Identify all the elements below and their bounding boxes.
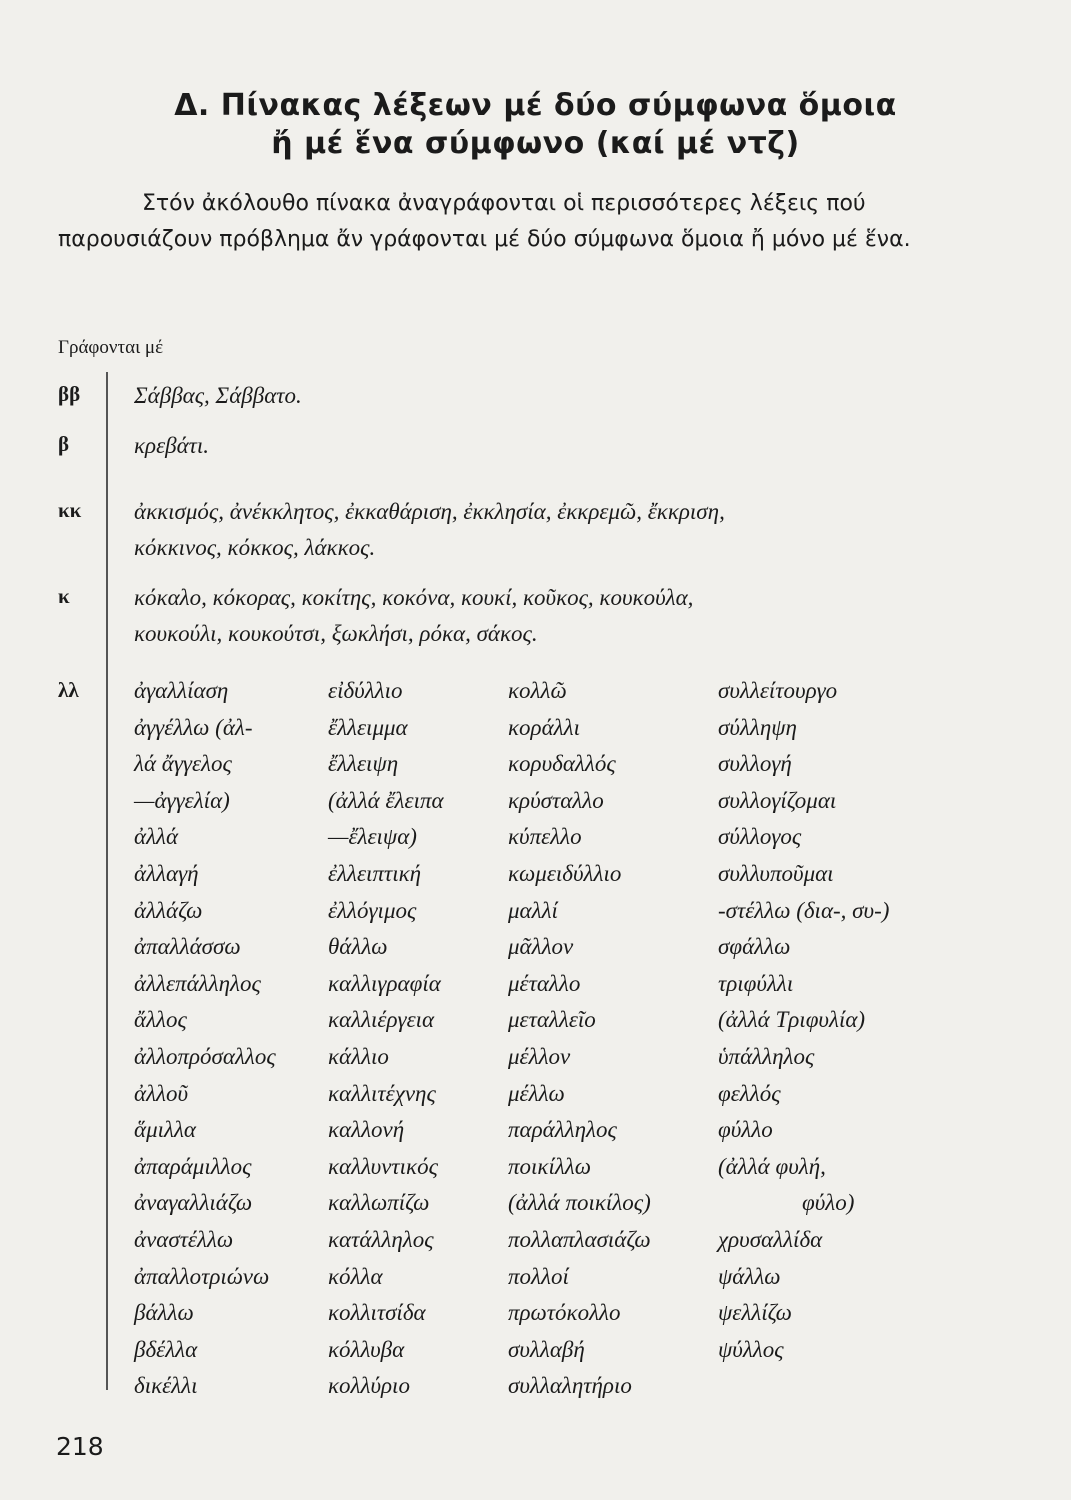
word-list-item: (ἀλλά Τριφυλία) bbox=[718, 1007, 866, 1033]
group-key-k: κ bbox=[58, 584, 70, 608]
word-list-item: κάλλιο bbox=[328, 1043, 389, 1069]
word-list-item: κολλῶ bbox=[508, 678, 567, 703]
group-words-b: κρεβάτι. bbox=[134, 433, 210, 458]
word-list-item: κολλιτσίδα bbox=[328, 1300, 426, 1326]
word-list-item: συλλογίζομαι bbox=[718, 787, 837, 813]
word-list-item: ὑπάλληλος bbox=[718, 1043, 815, 1069]
word-list-item: ψύλλος bbox=[718, 1336, 784, 1362]
word-list-item: ἐλλειπτική bbox=[328, 860, 422, 886]
word-list-item: σύλληψη bbox=[718, 714, 797, 740]
word-list-item: μέταλλο bbox=[508, 970, 581, 996]
word-list-item: συλλαλητήριο bbox=[508, 1373, 632, 1399]
word-list-item: εἰδύλλιο bbox=[328, 678, 403, 703]
word-list-item: (ἀλλά ποικίλος) bbox=[508, 1190, 651, 1216]
ll-column-1 bbox=[134, 673, 276, 1405]
group-words-kk bbox=[134, 494, 725, 566]
group-words-kk-line-2: κόκκινος, κόκκος, λάκκος. bbox=[134, 535, 376, 560]
word-list-item: ἀπαλλάσσω bbox=[134, 934, 241, 960]
word-list-item: παράλληλος bbox=[508, 1117, 617, 1143]
word-list-item: ἀλλαγή bbox=[134, 860, 199, 886]
ll-column-2 bbox=[328, 673, 444, 1405]
word-list-item: κωμειδύλλιο bbox=[508, 860, 622, 886]
word-list-item: ἔλλειμμα bbox=[328, 714, 408, 740]
word-list-item: βάλλω bbox=[134, 1300, 194, 1326]
intro-text: Στόν ἀκόλουθο πίνακα ἀναγράφονται οἱ περισσότερες λέξεις πού παρουσιάζουν πρόβλημα ἄν γράφονται μέ δύο σύμφωνα ὅμοια ἤ μόνο μέ ἕνα. bbox=[58, 191, 911, 252]
word-list-item: τριφύλλι bbox=[718, 970, 794, 996]
group-key-b: β bbox=[58, 432, 70, 456]
word-list-item: κοράλλι bbox=[508, 714, 580, 740]
word-list-item: φύλο) bbox=[802, 1190, 855, 1216]
word-list-item: κόλλυβα bbox=[328, 1336, 405, 1362]
word-list-item: καλλιέργεια bbox=[328, 1007, 435, 1033]
word-list-item: πολλοί bbox=[508, 1263, 569, 1289]
page-number: 218 bbox=[56, 1432, 104, 1461]
word-list-item: μέλλον bbox=[508, 1043, 571, 1069]
group-key-kk: κκ bbox=[58, 498, 82, 522]
word-list-item: πρωτόκολλο bbox=[508, 1300, 621, 1326]
word-list-item: σφάλλω bbox=[718, 934, 791, 960]
word-list-item: ἀπαλλοτριώνω bbox=[134, 1263, 270, 1289]
word-list-item: ἀλλοπρόσαλλος bbox=[134, 1043, 276, 1069]
word-list-item: κύπελλο bbox=[508, 824, 582, 850]
word-list-item: κολλύριο bbox=[328, 1373, 410, 1399]
word-list-item: ψελλίζω bbox=[718, 1300, 792, 1326]
word-list-item: ἔλλειψη bbox=[328, 751, 399, 777]
word-list-item: ψάλλω bbox=[718, 1263, 781, 1289]
group-words-k-line-2: κουκούλι, κουκούτσι, ξωκλήσι, ρόκα, σάκος. bbox=[134, 621, 538, 646]
page-title-line-1: Δ. Πίνακας λέξεων μέ δύο σύμφωνα ὅμοια bbox=[174, 88, 897, 123]
group-words-bb: Σάββας, Σάββατο. bbox=[134, 383, 302, 408]
ll-column-3 bbox=[508, 673, 651, 1405]
word-list-item: σύλλογος bbox=[718, 824, 802, 850]
word-list-item: (ἀλλά φυλή, bbox=[718, 1153, 826, 1179]
word-list-item: φύλλο bbox=[718, 1117, 773, 1143]
word-list-item: κορυδαλλός bbox=[508, 751, 616, 777]
word-list-item: φελλός bbox=[718, 1080, 781, 1106]
group-key-ll: λλ bbox=[58, 678, 79, 702]
word-list-item: ἀγγέλλω (ἀλ- bbox=[134, 714, 253, 740]
word-list-item: καλλιγραφία bbox=[328, 970, 441, 996]
table-subheading: Γράφονται μέ bbox=[58, 337, 164, 358]
word-list-item: ἀλλεπάλληλος bbox=[134, 970, 261, 996]
word-list-item: —ἔλειψα) bbox=[328, 824, 417, 850]
column-divider bbox=[106, 372, 108, 1390]
word-list-item: ἄλλος bbox=[134, 1007, 187, 1033]
group-words-k bbox=[134, 580, 693, 652]
word-list-item: συλλογή bbox=[718, 751, 792, 777]
word-list-item: λά ἄγγελος bbox=[134, 751, 232, 777]
word-list-item: ἀπαράμιλλος bbox=[134, 1153, 252, 1179]
word-list-item: ἀλλά bbox=[134, 824, 179, 850]
word-list-item: κρύσταλλο bbox=[508, 787, 604, 813]
word-list-item: καλλυντικός bbox=[328, 1153, 438, 1179]
word-list-item: συλλυποῦμαι bbox=[718, 860, 834, 886]
word-list-item: ἀλλάζω bbox=[134, 897, 203, 923]
word-list-item: κόλλα bbox=[328, 1263, 383, 1289]
word-list-item: μέλλω bbox=[508, 1080, 565, 1106]
word-list-item: ἀναστέλλω bbox=[134, 1226, 234, 1252]
word-list-item: δικέλλι bbox=[134, 1373, 198, 1399]
word-list-item: μεταλλεῖο bbox=[508, 1007, 596, 1033]
word-list-item: ἐλλόγιμος bbox=[328, 897, 417, 923]
word-list-item: -στέλλω (δια-, συ-) bbox=[718, 897, 890, 923]
word-list-item: καλλιτέχνης bbox=[328, 1080, 436, 1106]
word-list-item: ἅμιλλα bbox=[134, 1117, 197, 1143]
word-list-item: συλλείτουργο bbox=[718, 678, 838, 703]
word-list-item: ἀγαλλίαση bbox=[134, 678, 229, 703]
intro-paragraph bbox=[58, 186, 938, 258]
word-list-item: κατάλληλος bbox=[328, 1226, 434, 1252]
word-list-item: καλλωπίζω bbox=[328, 1190, 430, 1216]
page-title-line-2: ἤ μέ ἕνα σύμφωνο (καί μέ ντζ) bbox=[271, 126, 800, 161]
word-list-item: συλλαβή bbox=[508, 1336, 585, 1362]
word-list-item: μαλλί bbox=[508, 897, 558, 923]
group-words-k-line-1: κόκαλο, κόκορας, κοκίτης, κοκόνα, κουκί, κοῦκος, κουκούλα, bbox=[134, 585, 694, 610]
word-list-item: ἀλλοῦ bbox=[134, 1080, 189, 1106]
word-list-item: καλλονή bbox=[328, 1117, 405, 1143]
word-list-item: χρυσαλλίδα bbox=[718, 1226, 823, 1252]
ll-column-4 bbox=[718, 673, 889, 1368]
word-list-item: —ἀγγελία) bbox=[134, 787, 230, 813]
word-list-item: ποικίλλω bbox=[508, 1153, 592, 1179]
word-list-item: πολλαπλασιάζω bbox=[508, 1226, 651, 1252]
group-key-bb: ββ bbox=[58, 382, 81, 406]
word-list-item: μᾶλλον bbox=[508, 934, 574, 960]
word-list-item: ἀναγαλλιάζω bbox=[134, 1190, 253, 1216]
group-words-kk-line-1: ἀκκισμός, ἀνέκκλητος, ἐκκαθάριση, ἐκκλησία, ἐκκρεμῶ, ἔκκριση, bbox=[134, 499, 725, 524]
word-list-item: θάλλω bbox=[328, 934, 388, 960]
word-list-item: (ἀλλά ἔλειπα bbox=[328, 787, 444, 813]
word-list-item: βδέλλα bbox=[134, 1336, 198, 1362]
